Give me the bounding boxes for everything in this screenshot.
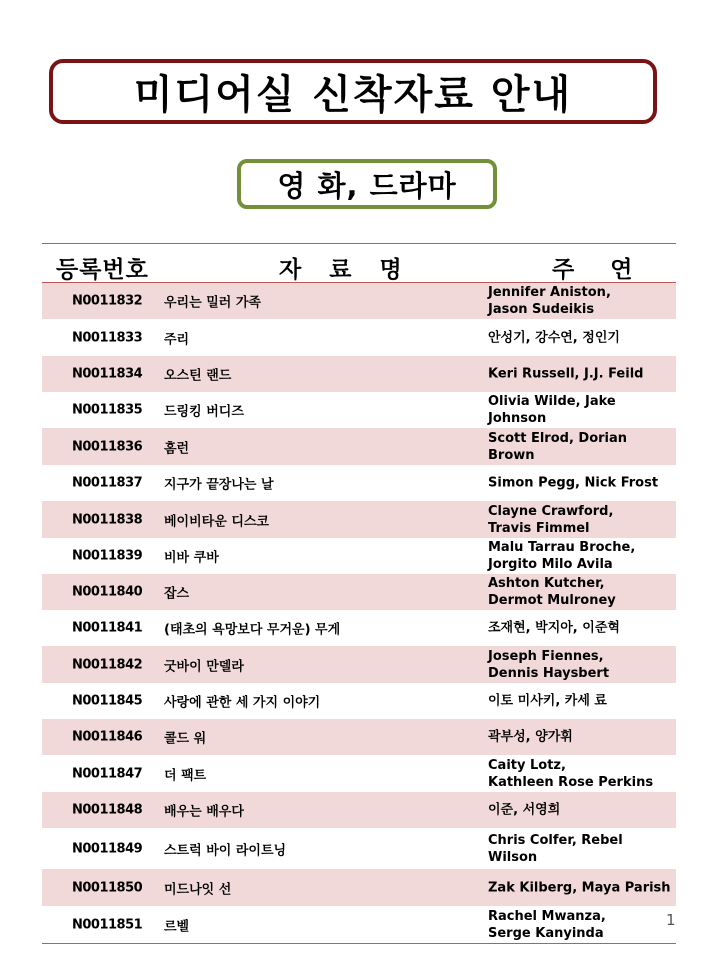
row-title: 더 팩트 xyxy=(164,768,207,783)
header-title: 자 료 명 xyxy=(279,257,412,283)
row-title: 잡스 xyxy=(164,586,190,602)
row-cast: Chris Colfer, Rebel Wilson xyxy=(488,832,623,865)
table-row xyxy=(42,465,676,501)
subtitle-box xyxy=(237,159,497,209)
row-title: 지구가 끝장나는 날 xyxy=(164,477,274,493)
row-number: N0011848 xyxy=(72,802,143,818)
table-row xyxy=(42,428,676,465)
title-box xyxy=(49,59,657,124)
table-row xyxy=(42,646,676,683)
row-cast: Joseph Fiennes, Dennis Haysbert xyxy=(488,648,610,681)
row-title: (태초의 욕망보다 무거운) 무게 xyxy=(164,622,341,638)
row-cast: Caity Lotz, Kathleen Rose Perkins xyxy=(488,757,654,790)
row-number: N0011845 xyxy=(72,693,143,709)
row-number: N0011842 xyxy=(72,657,143,672)
table-body xyxy=(42,283,676,944)
table-row xyxy=(42,906,676,943)
header-number: 등록번호 xyxy=(56,257,149,283)
row-cast: Malu Tarrau Broche, Jorgito Milo Avila xyxy=(488,540,636,572)
row-number: N0011850 xyxy=(72,880,143,895)
row-cast: 곽부성, 양가휘 xyxy=(488,729,573,745)
row-cast: 조재현, 박지아, 이준혁 xyxy=(488,620,620,636)
row-cast: Rachel Mwanza, Serge Kanyinda xyxy=(488,908,606,941)
row-number: N0011849 xyxy=(72,841,143,856)
row-cast: 안성기, 강수연, 정인기 xyxy=(488,330,620,345)
row-cast: Simon Pegg, Nick Frost xyxy=(488,475,659,491)
row-cast: Keri Russell, J.J. Feild xyxy=(488,366,644,382)
page-subtitle: 영 화, 드라마 xyxy=(277,168,457,203)
table-row xyxy=(42,356,676,392)
header-cast: 주 연 xyxy=(552,257,647,283)
row-cast: Jennifer Aniston, Jason Sudeikis xyxy=(488,285,611,317)
row-title: 우리는 밀러 가족 xyxy=(164,295,261,311)
page-title: 미디어실 신착자료 안내 xyxy=(133,72,573,118)
row-cast: Ashton Kutcher, Dermot Mulroney xyxy=(488,576,616,608)
table-row xyxy=(42,538,676,574)
row-number: N0011847 xyxy=(72,766,143,781)
table-row xyxy=(42,869,676,906)
row-cast: 이준, 서영희 xyxy=(488,802,561,818)
row-title: 사랑에 관한 세 가지 이야기 xyxy=(164,695,321,711)
row-number: N0011836 xyxy=(72,439,143,454)
row-title: 배우는 배우다 xyxy=(164,804,244,820)
row-title: 콜드 워 xyxy=(164,731,207,747)
row-number: N0011841 xyxy=(72,620,143,636)
row-cast: Scott Elrod, Dorian Brown xyxy=(488,430,628,463)
row-number: N0011832 xyxy=(72,293,143,309)
row-title: 오스틴 랜드 xyxy=(164,368,232,384)
row-title: 드링킹 버디즈 xyxy=(164,404,244,420)
row-number: N0011837 xyxy=(72,475,143,491)
row-cast: Clayne Crawford, Travis Fimmel xyxy=(488,503,614,536)
row-number: N0011838 xyxy=(72,512,143,527)
row-cast: Zak Kilberg, Maya Parish xyxy=(488,880,671,895)
table-row xyxy=(42,755,676,792)
row-number: N0011833 xyxy=(72,330,143,345)
row-title: 홈런 xyxy=(164,441,190,456)
row-cast: 이토 미사키, 카세 료 xyxy=(488,693,607,709)
table-row xyxy=(42,392,676,428)
row-number: N0011839 xyxy=(72,548,143,564)
row-number: N0011846 xyxy=(72,729,143,745)
row-title: 베이비타운 디스코 xyxy=(164,514,269,529)
row-title: 르벨 xyxy=(164,919,190,934)
row-number: N0011851 xyxy=(72,917,143,932)
table-header xyxy=(42,243,676,283)
row-title: 스트럭 바이 라이트닝 xyxy=(164,843,287,858)
table-row xyxy=(42,501,676,538)
table-row xyxy=(42,683,676,719)
row-number: N0011834 xyxy=(72,366,143,382)
row-title: 굿바이 만델라 xyxy=(164,659,244,674)
row-title: 미드나잇 선 xyxy=(164,882,232,897)
row-title: 주리 xyxy=(164,332,190,347)
row-title: 비바 쿠바 xyxy=(164,550,219,566)
row-number: N0011840 xyxy=(72,584,143,600)
table-row xyxy=(42,828,676,869)
row-cast: Olivia Wilde, Jake Johnson xyxy=(488,394,616,426)
catalog-table xyxy=(42,243,676,944)
page-number: 1 xyxy=(666,911,676,929)
table-row xyxy=(42,319,676,356)
row-number: N0011835 xyxy=(72,402,143,418)
table-row xyxy=(42,792,676,828)
table-row xyxy=(42,574,676,610)
table-row xyxy=(42,719,676,755)
table-row xyxy=(42,610,676,646)
table-row xyxy=(42,283,676,319)
